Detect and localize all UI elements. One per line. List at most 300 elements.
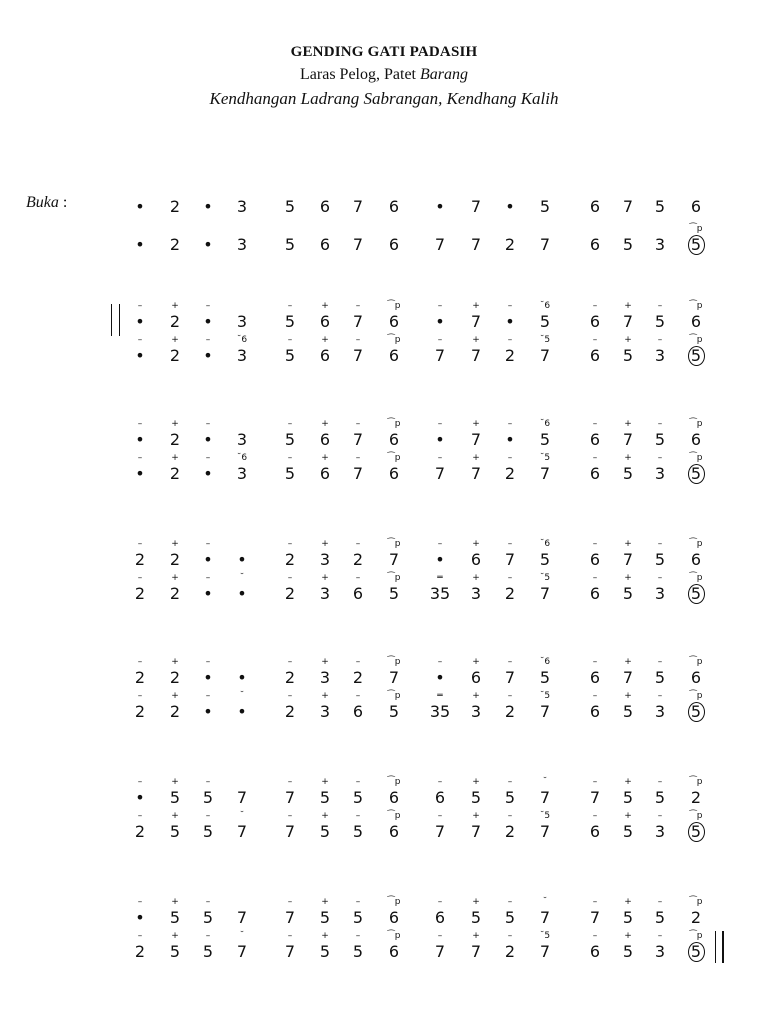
note-cell: 7 <box>622 312 634 331</box>
notation-row <box>0 777 768 811</box>
note-cell: 5 <box>319 822 331 841</box>
ornament-mark: – <box>437 811 443 821</box>
ornament-mark: + <box>171 931 179 941</box>
ornament-mark: – <box>287 539 293 549</box>
ornament-mark: – <box>287 811 293 821</box>
ornament-mark: + <box>472 931 480 941</box>
ornament-mark: – <box>355 691 361 701</box>
note-cell: 5 <box>654 430 666 449</box>
note-cell: • <box>135 312 145 331</box>
note-cell: 5 <box>352 942 364 961</box>
note-cell: 5 <box>284 430 296 449</box>
ornament-mark: + <box>624 453 632 463</box>
laras-patet-line <box>0 66 768 84</box>
note-cell: 3 <box>654 942 666 961</box>
ornament-mark: – <box>137 691 143 701</box>
note-cell: 6 <box>589 430 601 449</box>
note-cell: 5 <box>622 788 634 807</box>
gong-circle: 5 <box>688 702 705 722</box>
ornament-mark: – <box>657 657 663 667</box>
ornament-mark: – <box>355 811 361 821</box>
note-cell: 5 <box>539 550 551 569</box>
ornament-mark: – <box>355 897 361 907</box>
ornament-mark: – <box>507 573 513 583</box>
note-cell: 5 <box>539 312 551 331</box>
note-cell: 6 <box>589 235 601 254</box>
note-cell: 6 <box>589 197 601 216</box>
note-cell: 3 <box>319 550 331 569</box>
note-cell: 5 <box>622 235 634 254</box>
note-cell: 3 <box>319 702 331 721</box>
note-cell: • <box>237 584 247 603</box>
note-cell: 7 <box>504 550 516 569</box>
ornament-mark: + <box>321 777 329 787</box>
note-cell: 2 <box>169 430 181 449</box>
note-cell: 3 <box>654 235 666 254</box>
ornament-mark: – <box>657 777 663 787</box>
ornament-mark: – <box>137 657 143 667</box>
ornament-mark: – <box>592 777 598 787</box>
ornament-mark: – <box>657 897 663 907</box>
note-cell: 7 <box>434 235 446 254</box>
note-cell: 5 <box>622 822 634 841</box>
gong-note <box>684 465 708 484</box>
note-cell: 3 <box>236 464 248 483</box>
notation-row <box>0 539 768 573</box>
ornament-mark: – <box>657 453 663 463</box>
note-cell: 7 <box>284 788 296 807</box>
note-cell: • <box>505 197 515 216</box>
ornament-mark: + <box>472 777 480 787</box>
note-cell: 5 <box>319 908 331 927</box>
notation-row <box>0 224 768 258</box>
ornament-mark: + <box>171 539 179 549</box>
ornament-mark: ⁀p <box>387 573 401 583</box>
note-cell: 2 <box>284 702 296 721</box>
note-cell: 6 <box>388 942 400 961</box>
ornament-mark: – <box>437 335 443 345</box>
note-cell: • <box>135 346 145 365</box>
note-cell: 7 <box>470 312 482 331</box>
ornament-mark: – <box>137 573 143 583</box>
note-cell: 6 <box>319 430 331 449</box>
ornament-mark: – <box>205 453 211 463</box>
ornament-mark: + <box>171 573 179 583</box>
ornament-mark: ˘ <box>542 897 548 907</box>
note-cell: 5 <box>622 908 634 927</box>
ornament-mark: – <box>657 335 663 345</box>
note-cell: 5 <box>388 702 400 721</box>
note-cell: 7 <box>284 942 296 961</box>
ornament-mark: ═ <box>437 573 443 583</box>
note-cell: • <box>203 235 213 254</box>
notation-row <box>0 897 768 931</box>
ornament-mark: – <box>287 573 293 583</box>
ornament-mark: + <box>171 335 179 345</box>
ornament-mark: – <box>137 419 143 429</box>
note-cell: 5 <box>622 346 634 365</box>
gong-note <box>684 585 708 604</box>
note-cell: 5 <box>654 668 666 687</box>
note-cell: • <box>237 702 247 721</box>
ornament-mark: + <box>321 301 329 311</box>
note-cell: 6 <box>319 235 331 254</box>
ornament-mark: – <box>287 777 293 787</box>
ornament-mark: ⁀p <box>689 573 703 583</box>
note-cell: 5 <box>352 788 364 807</box>
note-cell: 7 <box>388 550 400 569</box>
note-cell: 6 <box>589 942 601 961</box>
ornament-mark: ˘5 <box>539 573 551 583</box>
ornament-mark: – <box>437 301 443 311</box>
ornament-mark: – <box>507 691 513 701</box>
note-cell: 7 <box>434 942 446 961</box>
note-cell: 2 <box>504 235 516 254</box>
note-cell: • <box>135 788 145 807</box>
note-cell: 7 <box>539 464 551 483</box>
note-cell: 6 <box>589 822 601 841</box>
ornament-mark: + <box>472 573 480 583</box>
ornament-mark: ˘6 <box>539 419 551 429</box>
note-cell: 35 <box>429 702 451 721</box>
ornament-mark: – <box>205 573 211 583</box>
ornament-mark: – <box>355 335 361 345</box>
ornament-mark: – <box>592 335 598 345</box>
note-cell: 7 <box>622 668 634 687</box>
gong-note <box>684 347 708 366</box>
note-cell: 3 <box>236 235 248 254</box>
note-cell: 2 <box>504 346 516 365</box>
ornament-mark: – <box>592 419 598 429</box>
note-cell: • <box>435 197 445 216</box>
note-cell: 3 <box>654 346 666 365</box>
ornament-mark: + <box>472 897 480 907</box>
ornament-mark: – <box>355 573 361 583</box>
note-cell: 5 <box>504 788 516 807</box>
note-cell: 6 <box>319 197 331 216</box>
notation-row <box>0 453 768 487</box>
note-cell: 5 <box>284 197 296 216</box>
note-cell: 5 <box>202 908 214 927</box>
note-cell: • <box>203 464 213 483</box>
ornament-mark: ˘5 <box>539 931 551 941</box>
notation-row <box>0 657 768 691</box>
ornament-mark: – <box>137 811 143 821</box>
ornament-mark: ⁀p <box>387 539 401 549</box>
ornament-mark: – <box>137 453 143 463</box>
note-cell: 2 <box>169 346 181 365</box>
ornament-mark: – <box>355 777 361 787</box>
note-cell: 2 <box>504 464 516 483</box>
note-cell: 7 <box>539 235 551 254</box>
ornament-mark: – <box>507 811 513 821</box>
ornament-mark: – <box>592 811 598 821</box>
notation-row <box>0 811 768 845</box>
note-cell: 6 <box>589 702 601 721</box>
ornament-mark: + <box>624 777 632 787</box>
ornament-mark: – <box>592 301 598 311</box>
note-cell: 7 <box>539 346 551 365</box>
ornament-mark: – <box>507 301 513 311</box>
ornament-mark: ˘6 <box>236 335 248 345</box>
note-cell: 7 <box>352 312 364 331</box>
note-cell: 5 <box>388 584 400 603</box>
ornament-mark: – <box>657 419 663 429</box>
ornament-mark: + <box>624 335 632 345</box>
note-cell: 5 <box>202 822 214 841</box>
gong-circle: 5 <box>688 346 705 366</box>
note-cell: 2 <box>134 584 146 603</box>
ornament-mark: + <box>472 691 480 701</box>
ornament-mark: – <box>355 931 361 941</box>
ornament-mark: – <box>592 573 598 583</box>
note-cell: 2 <box>352 550 364 569</box>
note-cell: 6 <box>470 550 482 569</box>
note-cell: 7 <box>236 788 248 807</box>
note-cell: • <box>135 197 145 216</box>
note-cell: 7 <box>284 908 296 927</box>
note-cell: 7 <box>539 942 551 961</box>
note-cell: 5 <box>319 942 331 961</box>
ornament-mark: – <box>657 691 663 701</box>
note-cell: 7 <box>236 908 248 927</box>
note-cell: 6 <box>352 584 364 603</box>
note-cell: 6 <box>470 668 482 687</box>
gong-note <box>684 703 708 722</box>
ornament-mark: – <box>437 777 443 787</box>
ornament-mark: – <box>137 931 143 941</box>
note-cell: 2 <box>134 822 146 841</box>
note-cell: 2 <box>169 312 181 331</box>
note-cell: 2 <box>134 668 146 687</box>
note-cell: 2 <box>169 584 181 603</box>
note-cell: 3 <box>319 668 331 687</box>
ornament-mark: – <box>437 657 443 667</box>
ornament-mark: – <box>137 301 143 311</box>
ornament-mark: + <box>321 335 329 345</box>
ornament-mark: ⁀p <box>689 453 703 463</box>
note-cell: 2 <box>284 584 296 603</box>
note-cell: 3 <box>236 346 248 365</box>
notation-row <box>0 335 768 369</box>
ornament-mark: ⁀p <box>689 224 703 234</box>
note-cell: 5 <box>539 197 551 216</box>
note-cell: 7 <box>236 822 248 841</box>
note-cell: 5 <box>169 788 181 807</box>
ornament-mark: – <box>287 691 293 701</box>
ornament-mark: + <box>624 539 632 549</box>
note-cell: 7 <box>352 430 364 449</box>
gong-note <box>684 943 708 962</box>
note-cell: 6 <box>388 346 400 365</box>
note-cell: 5 <box>284 464 296 483</box>
ornament-mark: + <box>624 657 632 667</box>
note-cell: 3 <box>654 584 666 603</box>
ornament-mark: ˘5 <box>539 335 551 345</box>
ornament-mark: + <box>624 573 632 583</box>
ornament-mark: ˘6 <box>236 453 248 463</box>
note-cell: 2 <box>690 908 702 927</box>
note-cell: 7 <box>470 430 482 449</box>
note-cell: 5 <box>284 312 296 331</box>
note-cell: 2 <box>504 584 516 603</box>
note-cell: 6 <box>388 788 400 807</box>
ornament-mark: + <box>321 691 329 701</box>
ornament-mark: ˘ <box>239 573 245 583</box>
ornament-mark: ⁀p <box>387 657 401 667</box>
ornament-mark: – <box>592 931 598 941</box>
laras-text: Laras Pelog, Patet <box>300 66 420 83</box>
ornament-mark: + <box>624 931 632 941</box>
note-cell: 7 <box>589 908 601 927</box>
ornament-mark: + <box>624 811 632 821</box>
note-cell: 7 <box>352 197 364 216</box>
note-cell: 35 <box>429 584 451 603</box>
note-cell: 2 <box>284 550 296 569</box>
ornament-mark: ⁀p <box>689 691 703 701</box>
ornament-mark: – <box>205 335 211 345</box>
ornament-mark: – <box>205 419 211 429</box>
note-cell: • <box>435 312 445 331</box>
note-cell: 5 <box>654 788 666 807</box>
ornament-mark: – <box>355 301 361 311</box>
ornament-mark: ˘ <box>239 691 245 701</box>
note-cell: 3 <box>654 822 666 841</box>
note-cell: 7 <box>539 908 551 927</box>
note-cell: • <box>435 430 445 449</box>
note-cell: 5 <box>539 430 551 449</box>
ornament-mark: – <box>437 419 443 429</box>
ornament-mark: – <box>205 657 211 667</box>
note-cell: 3 <box>236 430 248 449</box>
note-cell: 7 <box>434 464 446 483</box>
note-cell: • <box>203 312 213 331</box>
ornament-mark: + <box>171 453 179 463</box>
ornament-mark: + <box>171 777 179 787</box>
ornament-mark: ⁀p <box>387 301 401 311</box>
note-cell: 7 <box>236 942 248 961</box>
note-cell: 6 <box>690 312 702 331</box>
note-cell: 6 <box>434 788 446 807</box>
ornament-mark: ˘6 <box>539 301 551 311</box>
notation-row <box>0 573 768 607</box>
buka-colon: : <box>58 194 68 211</box>
note-cell: 3 <box>470 702 482 721</box>
note-cell: 2 <box>284 668 296 687</box>
ornament-mark: + <box>472 657 480 667</box>
ornament-mark: ⁀p <box>387 453 401 463</box>
note-cell: 7 <box>539 702 551 721</box>
note-cell: 3 <box>236 197 248 216</box>
ornament-mark: + <box>321 419 329 429</box>
ornament-mark: + <box>321 811 329 821</box>
note-cell: • <box>435 550 445 569</box>
notation-row <box>0 190 768 220</box>
ornament-mark: ˘5 <box>539 811 551 821</box>
ornament-mark: – <box>507 419 513 429</box>
note-cell: 7 <box>622 430 634 449</box>
note-cell: 6 <box>690 668 702 687</box>
note-cell: 5 <box>352 908 364 927</box>
ornament-mark: ⁀p <box>387 897 401 907</box>
ornament-mark: – <box>287 897 293 907</box>
ornament-mark: – <box>657 811 663 821</box>
note-cell: 6 <box>319 464 331 483</box>
ornament-mark: + <box>171 691 179 701</box>
ornament-mark: ˘6 <box>539 539 551 549</box>
note-cell: 2 <box>504 702 516 721</box>
notation-row <box>0 691 768 725</box>
note-cell: 6 <box>589 550 601 569</box>
note-cell: • <box>435 668 445 687</box>
note-cell: 7 <box>470 346 482 365</box>
ornament-mark: – <box>137 539 143 549</box>
note-cell: 6 <box>589 584 601 603</box>
gong-note <box>684 236 708 255</box>
ornament-mark: + <box>472 419 480 429</box>
ornament-mark: + <box>171 657 179 667</box>
note-cell: 2 <box>504 822 516 841</box>
ornament-mark: – <box>437 931 443 941</box>
ornament-mark: ˘ <box>239 931 245 941</box>
note-cell: 5 <box>284 346 296 365</box>
note-cell: 2 <box>169 550 181 569</box>
note-cell: • <box>203 550 213 569</box>
ornament-mark: + <box>472 453 480 463</box>
ornament-mark: ⁀p <box>387 811 401 821</box>
note-cell: 6 <box>352 702 364 721</box>
note-cell: • <box>135 908 145 927</box>
note-cell: 3 <box>654 464 666 483</box>
note-cell: 7 <box>352 235 364 254</box>
note-cell: 5 <box>654 550 666 569</box>
note-cell: 5 <box>504 908 516 927</box>
ornament-mark: + <box>171 897 179 907</box>
note-cell: 7 <box>539 822 551 841</box>
note-cell: 6 <box>388 197 400 216</box>
note-cell: 6 <box>388 822 400 841</box>
ornament-mark: ⁀p <box>387 777 401 787</box>
ornament-mark: – <box>507 335 513 345</box>
note-cell: 2 <box>352 668 364 687</box>
gong-circle: 5 <box>688 584 705 604</box>
ornament-mark: ⁀p <box>387 691 401 701</box>
note-cell: 7 <box>589 788 601 807</box>
ornament-mark: – <box>657 539 663 549</box>
note-cell: 3 <box>654 702 666 721</box>
note-cell: 2 <box>134 942 146 961</box>
ornament-mark: ⁀p <box>689 657 703 667</box>
ornament-mark: – <box>355 657 361 667</box>
ornament-mark: – <box>205 897 211 907</box>
note-cell: 6 <box>589 668 601 687</box>
ornament-mark: ⁀p <box>689 777 703 787</box>
ornament-mark: – <box>137 777 143 787</box>
note-cell: 7 <box>352 464 364 483</box>
ornament-mark: – <box>355 539 361 549</box>
note-cell: 5 <box>352 822 364 841</box>
note-cell: 5 <box>202 942 214 961</box>
note-cell: • <box>505 312 515 331</box>
ornament-mark: ⁀p <box>689 811 703 821</box>
ornament-mark: + <box>171 419 179 429</box>
ornament-mark: ⁀p <box>689 897 703 907</box>
note-cell: 7 <box>504 668 516 687</box>
note-cell: 6 <box>589 346 601 365</box>
note-cell: 7 <box>622 550 634 569</box>
buka-text: Buka <box>26 194 59 211</box>
ornament-mark: ˘5 <box>539 453 551 463</box>
